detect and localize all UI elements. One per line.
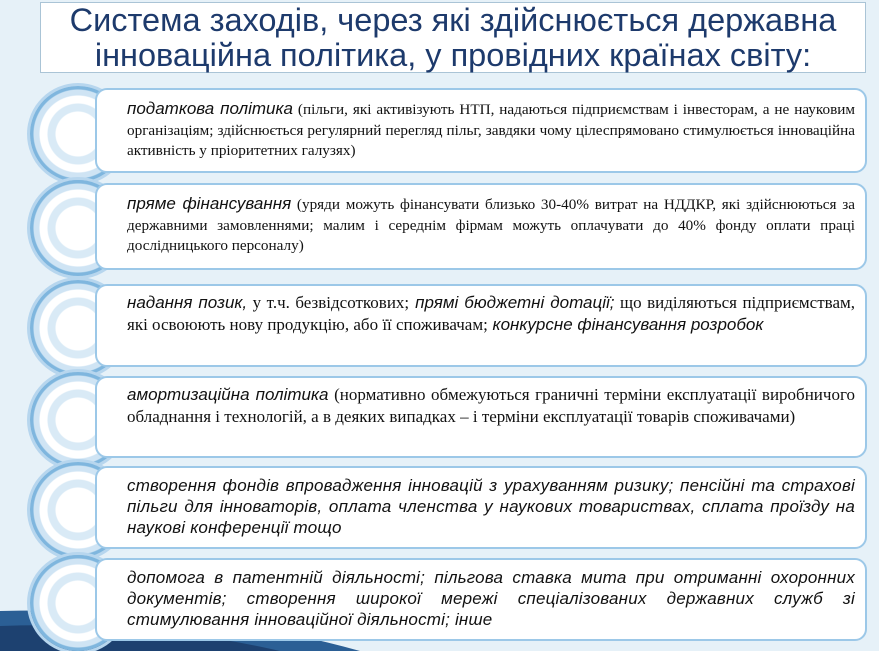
- item-6-text: допомога в патентній діяльності; пільгова ставка мита при отриманні охоронних документів; створення широкої мережі спеціалізованих державних служб зі стимулювання інноваційної діяльності; інше: [127, 568, 855, 629]
- list-item-5: [95, 466, 867, 549]
- item-4-text: (нормативно обмежуються граничні терміни експлуатації виробничого обладнання і технологій, а в деяких випадках – і терміни експлуатації товарів споживачами): [127, 385, 855, 426]
- item-2-text: (уряди можуть фінансувати близько 30-40% витрат на НДДКР, які здійснюються за державними замовленнями; малим і середнім фірмам можуть оплачувати до 40% фонду оплати праці дослідницького персоналу): [127, 196, 855, 254]
- list-item-6: [95, 558, 867, 641]
- item-5-text: створення фондів впровадження інновацій з урахуванням ризику; пенсійні та страхові пільги для інноваторів, оплата членства у наукових товариствах, сплата проїзду на наукові конференції тощо: [127, 476, 855, 537]
- list-item-2: [95, 183, 867, 270]
- title-box: [40, 2, 866, 73]
- item-3-text-1: у т.ч. безвідсоткових;: [247, 293, 410, 312]
- item-1-text: (пільги, які активізують НТП, надаються підприємствам і інвесторам, а не науковим організаціям; здійснюється регулярний перегляд пільг, завдяки чому цілеспрямовано стимулюється інноваційна активність у пріоритетних галузях): [127, 101, 855, 159]
- item-3-term-3: конкурсне фінансування розробок: [487, 315, 764, 334]
- list-item-3: [95, 284, 867, 367]
- item-3-text-2: що виділяються підприємствам, які освоюють нову продукцію, або її споживачам;: [127, 293, 855, 334]
- item-3-term-1: надання позик,: [127, 293, 248, 312]
- item-1-term: податкова політика: [127, 99, 293, 118]
- list-item-4: [95, 376, 867, 458]
- page-title: Система заходів, через які здійснюється державна інноваційна політика, у провідних країнах світу:: [69, 2, 837, 73]
- list-item-1: [95, 88, 867, 173]
- item-4-term: амортизаційна політика: [127, 385, 329, 404]
- item-3-term-2: прямі бюджетні дотації;: [409, 293, 615, 312]
- item-2-term: пряме фінансування: [127, 194, 292, 213]
